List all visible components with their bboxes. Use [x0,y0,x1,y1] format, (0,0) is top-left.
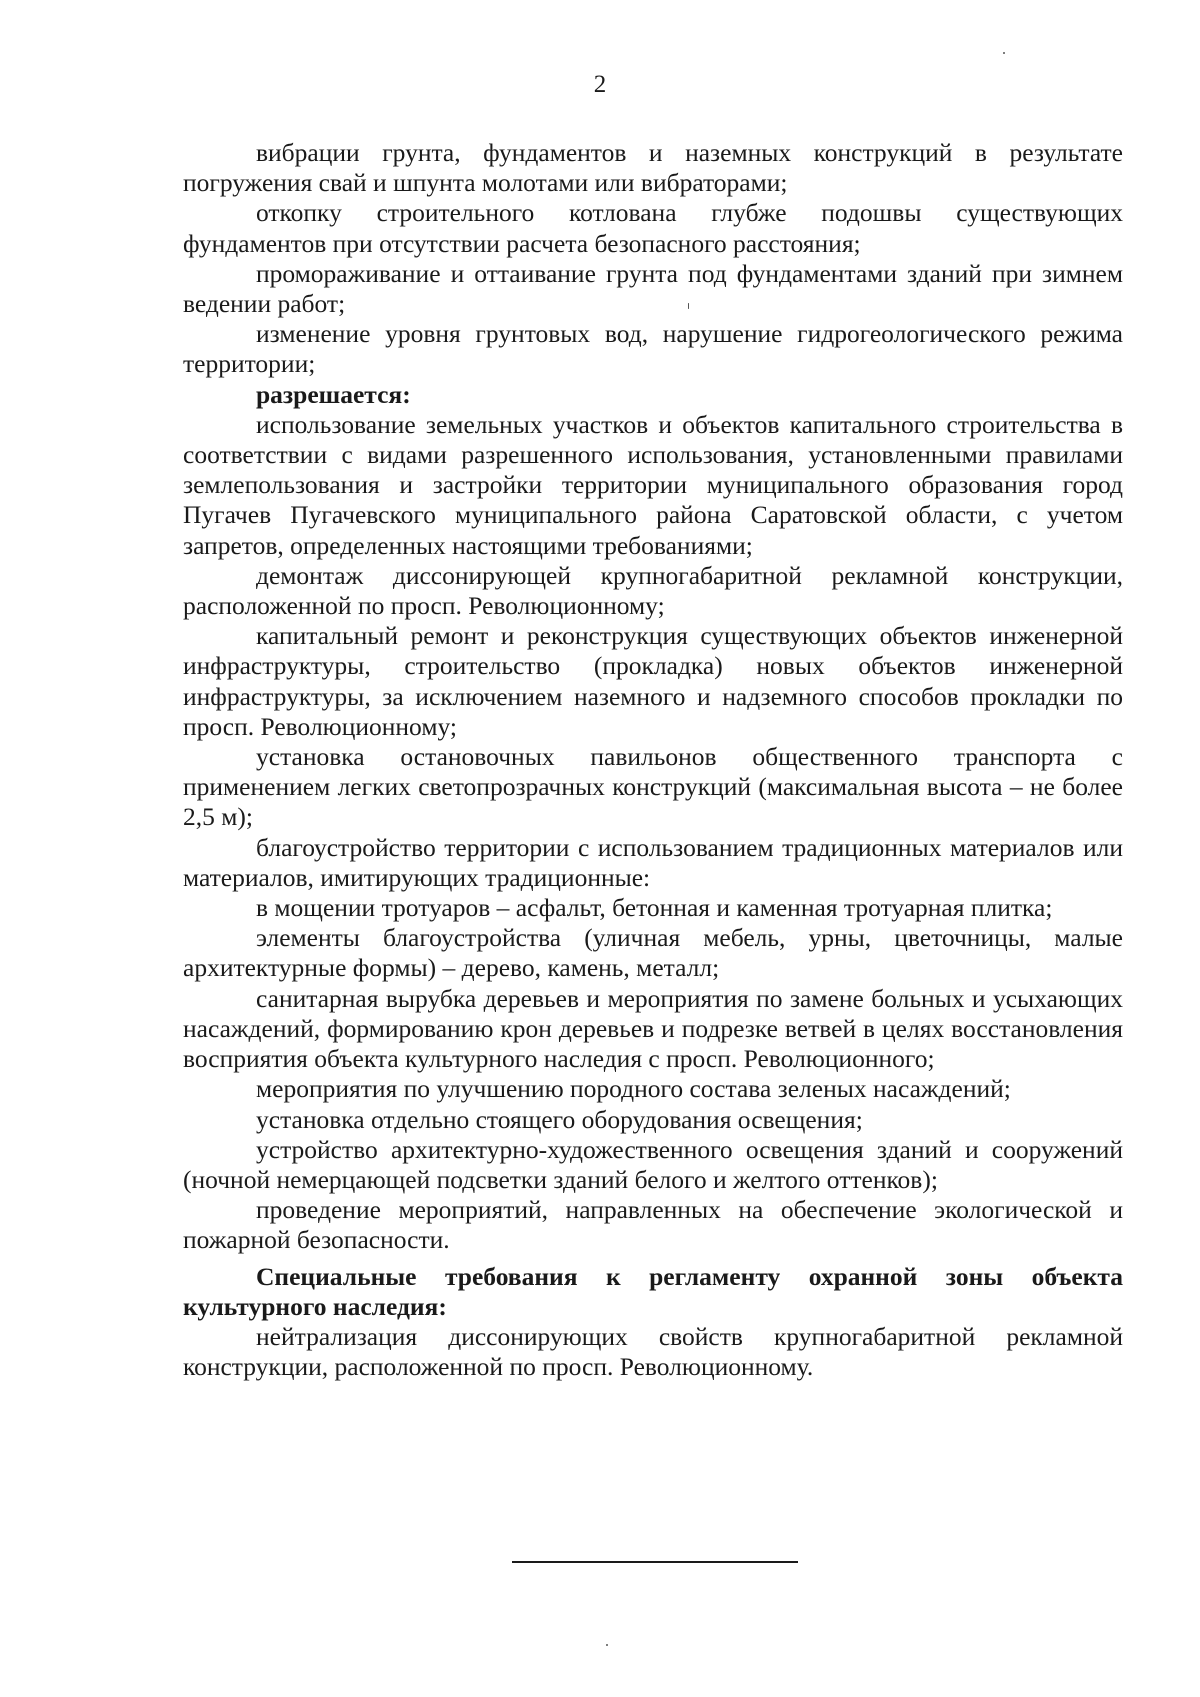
paragraph: нейтрализация диссонирующих свойств крупногабаритной рекламной конструкции, расположенной по просп. Революционному. [183,1321,1123,1382]
scan-speck [606,1644,608,1646]
page-number: 2 [593,71,607,98]
paragraph: установка остановочных павильонов общественного транспорта с применением легких светопрозрачных конструкций (максимальная высота – не более 2,5 м); [183,742,1123,832]
scan-speck [688,303,689,309]
paragraph: капитальный ремонт и реконструкция существующих объектов инженерной инфраструктуры, строительство (прокладка) новых объектов инженерной инфраструктуры, за исключением наземного и надземного способов прокладки по просп. Революционному; [183,621,1123,741]
paragraph: в мощении тротуаров – асфальт, бетонная и каменная тротуарная плитка; [256,893,1053,923]
paragraph: проведение мероприятий, направленных на обеспечение экологической и пожарной безопасности. [183,1195,1123,1255]
paragraph: использование земельных участков и объектов капитального строительства в соответствии с видами разрешенного использования, установленными правилами землепользования и застройки территории муниципального образования город Пугачев Пугачевского муниципального района Саратовской области, с учетом запретов, определенных настоящими требованиями; [183,409,1123,560]
paragraph: изменение уровня грунтовых вод, нарушение гидрогеологического режима территории; [183,319,1123,379]
paragraph: вибрации грунта, фундаментов и наземных конструкций в результате погружения свай и шпунта молотами или вибраторами; [183,138,1123,198]
paragraph: устройство архитектурно-художественного освещения зданий и сооружений (ночной немерцающей подсветки зданий белого и желтого оттенков); [183,1134,1123,1194]
scan-speck [1003,52,1005,54]
paragraph: элементы благоустройства (уличная мебель, урны, цветочницы, малые архитектурные формы) – дерево, камень, металл; [183,923,1123,983]
paragraph: благоустройство территории с использованием традиционных материалов или материалов, имитирующих традиционные: [183,832,1123,892]
paragraph: демонтаж диссонирующей крупногабаритной рекламной конструкции, расположенной по просп. Революционному; [183,560,1123,621]
end-of-text-rule [512,1561,798,1563]
document-body [183,138,1123,1382]
paragraph: промораживание и оттаивание грунта под фундаментами зданий при зимнем ведении работ; [183,258,1123,319]
section-heading-special-requirements: Специальные требования к регламенту охранной зоны объекта культурного наследия: [183,1261,1123,1321]
section-heading-permitted: разрешается: [256,379,411,409]
paragraph: откопку строительного котлована глубже подошвы существующих фундаментов при отсутствии расчета безопасного расстояния; [183,198,1123,258]
paragraph: мероприятия по улучшению породного состава зеленых насаждений; [256,1074,1011,1104]
paragraph: установка отдельно стоящего оборудования освещения; [256,1104,863,1134]
paragraph: санитарная вырубка деревьев и мероприятия по замене больных и усыхающих насаждений, формированию крон деревьев и подрезке ветвей в целях восстановления восприятия объекта культурного наследия с просп. Революционного; [183,983,1123,1074]
